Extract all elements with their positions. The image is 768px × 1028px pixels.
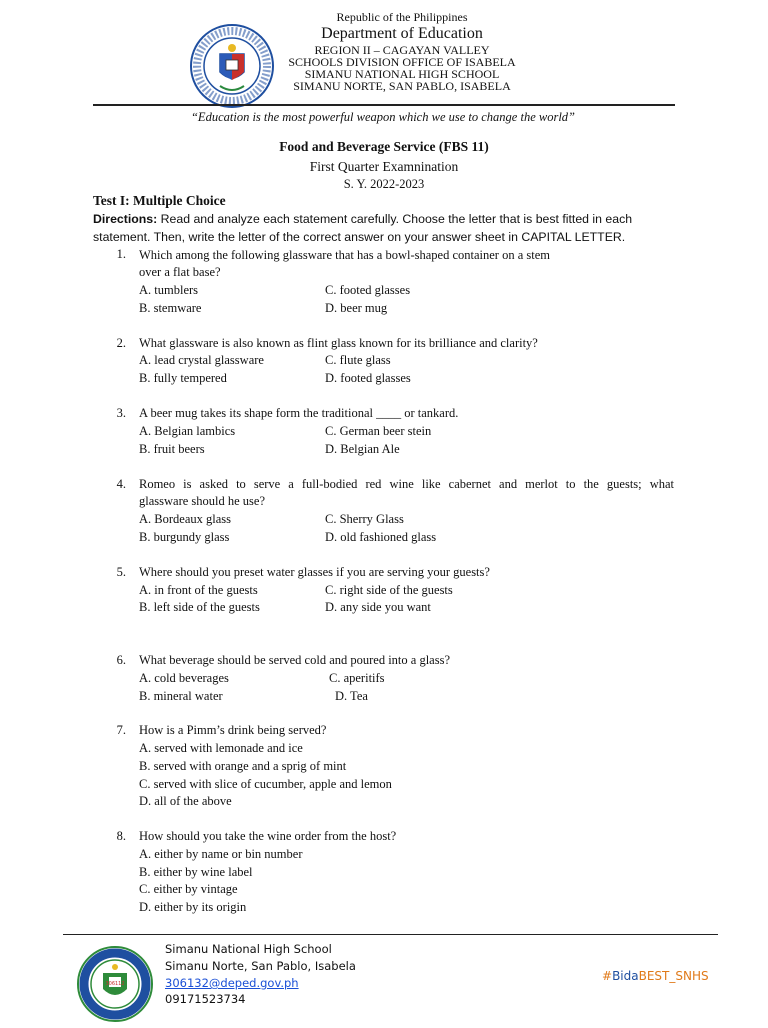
option-d: D. Belgian Ale	[325, 442, 400, 456]
republic-line: Republic of the Philippines	[336, 10, 468, 24]
option-c: C. flute glass	[325, 353, 391, 367]
option-b: B. stemware	[139, 301, 202, 315]
directions-text-1: Read and analyze each statement carefully. Choose the letter that is best fitted in each	[157, 212, 633, 226]
test-heading: Test I: Multiple Choice	[93, 193, 226, 208]
option-c: C. right side of the guests	[325, 583, 453, 597]
option-a: A. lead crystal glassware	[139, 353, 264, 367]
question-number: 4.	[116, 477, 126, 491]
option-d: D. Tea	[335, 689, 368, 703]
question-number: 2.	[116, 336, 126, 350]
option-a: A. Bordeaux glass	[139, 512, 231, 526]
motto-quote: “Education is the most powerful weapon which we use to change the world”	[190, 110, 575, 124]
division-line: SCHOOLS DIVISION OFFICE OF ISABELA	[288, 55, 516, 69]
option-c: C. served with slice of cucumber, apple and lemon	[139, 777, 392, 791]
header-divider	[93, 104, 675, 106]
option-d: D. footed glasses	[325, 371, 411, 385]
question-number: 3.	[116, 406, 126, 420]
footer-email-link[interactable]: 306132@deped.gov.ph	[165, 976, 299, 990]
question-text: How should you take the wine order from the host?	[139, 829, 397, 843]
option-a: A. in front of the guests	[139, 583, 258, 597]
department-title: Department of Education	[321, 25, 483, 42]
option-c: C. German beer stein	[325, 424, 432, 438]
option-b: B. served with orange and a sprig of mint	[139, 759, 347, 773]
question-number: 6.	[116, 653, 126, 667]
logo-year: 306112	[105, 981, 125, 987]
question-text: How is a Pimm’s drink being served?	[139, 723, 327, 737]
question-text: A beer mug takes its shape form the traditional ____ or tankard.	[139, 406, 459, 420]
option-b: B. left side of the guests	[139, 600, 260, 614]
school-line: SIMANU NATIONAL HIGH SCHOOL	[304, 67, 500, 81]
option-a: A. either by name or bin number	[139, 847, 303, 861]
option-a: A. tumblers	[139, 283, 199, 297]
option-b: B. mineral water	[139, 689, 223, 703]
option-d: D. either by its origin	[139, 900, 247, 914]
exam-title: Food and Beverage Service (FBS 11)	[279, 139, 489, 154]
option-b: B. fruit beers	[139, 442, 205, 456]
hashtag-bida: Bida	[612, 969, 639, 983]
option-a: A. Belgian lambics	[139, 424, 236, 438]
question-number: 1.	[116, 247, 126, 261]
option-a: A. cold beverages	[139, 671, 229, 685]
question-text: Romeo is asked to serve a full-bodied red wine like cabernet and merlot to the guests; what	[139, 477, 674, 491]
option-b: B. fully tempered	[139, 371, 227, 385]
question-text: glassware should he use?	[139, 494, 266, 508]
directions-line-2: statement. Then, write the letter of the correct answer on your answer sheet in CAPITAL LETTER.	[93, 230, 626, 244]
footer-hashtag	[602, 969, 709, 983]
directions-line-1	[93, 212, 632, 226]
footer-divider	[63, 934, 718, 935]
footer-school: Simanu National High School	[165, 942, 332, 956]
exam-quarter: First Quarter Examnination	[309, 159, 459, 174]
option-d: D. all of the above	[139, 794, 232, 808]
option-c: C. aperitifs	[329, 671, 385, 685]
directions-label: Directions:	[93, 212, 158, 226]
option-c: C. Sherry Glass	[325, 512, 404, 526]
question-number: 7.	[116, 723, 126, 737]
question-number: 8.	[116, 829, 126, 843]
question-text: Which among the following glassware that has a bowl-shaped container on a stem	[139, 248, 550, 262]
hashtag-best: BEST_SNHS	[638, 969, 709, 983]
school-year: S. Y. 2022-2023	[343, 177, 425, 191]
question-text: over a flat base?	[139, 265, 221, 279]
option-c: C. footed glasses	[325, 283, 411, 297]
school-logo	[76, 945, 154, 1023]
option-c: C. either by vintage	[139, 882, 238, 896]
question-text: Where should you preset water glasses if you are serving your guests?	[139, 565, 490, 579]
option-b: B. burgundy glass	[139, 530, 230, 544]
footer-address: Simanu Norte, San Pablo, Isabela	[165, 959, 356, 973]
option-b: B. either by wine label	[139, 865, 253, 879]
footer-phone: 09171523734	[165, 992, 246, 1006]
option-d: D. beer mug	[325, 301, 388, 315]
question-text: What glassware is also known as flint glass known for its brilliance and clarity?	[139, 336, 538, 350]
question-number: 5.	[116, 565, 126, 579]
option-a: A. served with lemonade and ice	[139, 741, 303, 755]
address-line: SIMANU NORTE, SAN PABLO, ISABELA	[293, 79, 511, 93]
region-line: REGION II – CAGAYAN VALLEY	[314, 43, 490, 57]
option-d: D. any side you want	[325, 600, 431, 614]
option-d: D. old fashioned glass	[325, 530, 437, 544]
question-text: What beverage should be served cold and poured into a glass?	[139, 653, 451, 667]
hashtag-symbol: #	[602, 969, 613, 983]
